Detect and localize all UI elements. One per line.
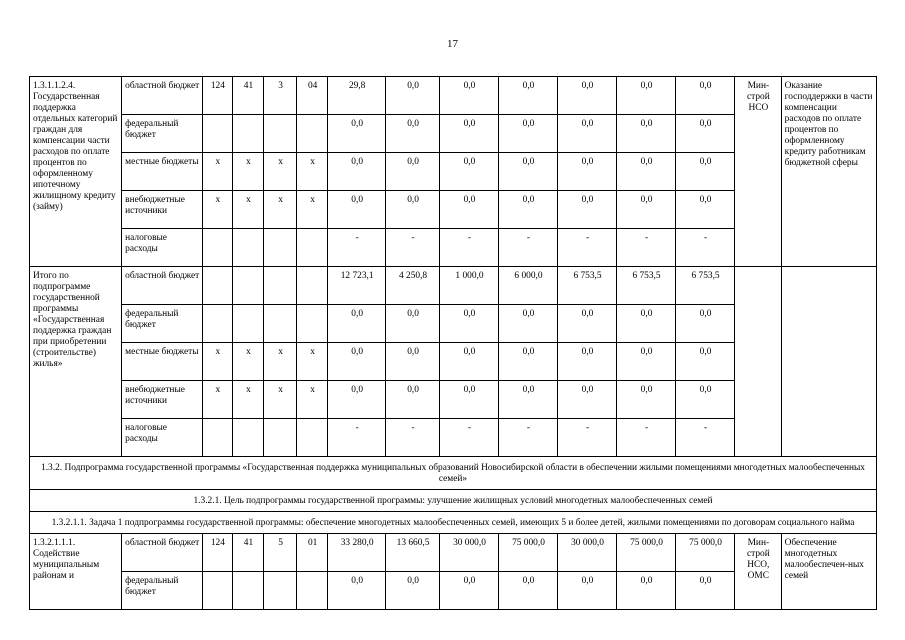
value-cell: - [439,419,498,457]
value-cell: 0,0 [617,381,676,419]
funding-source-cell: федеральный бюджет [122,115,203,153]
value-cell: 6 753,5 [617,267,676,305]
code-cell: х [232,343,263,381]
value-cell: 30 000,0 [439,534,498,572]
value-cell: 30 000,0 [558,534,617,572]
value-cell: - [558,419,617,457]
table-body [30,77,877,610]
funding-source-cell: областной бюджет [122,267,203,305]
value-cell: 0,0 [328,191,386,229]
value-cell: 0,0 [386,153,440,191]
value-cell: 0,0 [558,305,617,343]
value-cell: 0,0 [386,115,440,153]
code-cell [297,572,328,610]
code-cell [297,305,328,343]
value-cell: 0,0 [558,77,617,115]
code-cell: 01 [297,534,328,572]
code-cell [202,419,232,457]
value-cell: 0,0 [676,115,735,153]
value-cell: 0,0 [617,572,676,610]
value-cell: 0,0 [676,572,735,610]
value-cell: 0,0 [386,381,440,419]
table-row [30,267,877,305]
section-row [30,512,877,534]
value-cell: 0,0 [617,343,676,381]
result-cell: Обеспечение многодетных малообеспечен-ных семей [781,534,876,610]
value-cell: - [328,419,386,457]
code-cell [232,305,263,343]
code-cell: х [263,191,296,229]
code-cell: х [202,191,232,229]
section-row [30,457,877,490]
code-cell [263,229,296,267]
code-cell [263,305,296,343]
value-cell: 29,8 [328,77,386,115]
code-cell: х [202,153,232,191]
value-cell: 0,0 [498,381,557,419]
code-cell [263,267,296,305]
code-cell: х [232,153,263,191]
value-cell: - [328,229,386,267]
code-cell: х [263,381,296,419]
result-cell [781,267,876,457]
value-cell: 0,0 [617,77,676,115]
value-cell: 0,0 [328,343,386,381]
code-cell [232,419,263,457]
value-cell: 0,0 [328,572,386,610]
code-cell [232,267,263,305]
funding-source-cell: местные бюджеты [122,153,203,191]
code-cell: 41 [232,534,263,572]
value-cell: 0,0 [617,305,676,343]
value-cell: 0,0 [386,305,440,343]
value-cell: 0,0 [439,305,498,343]
code-cell [263,419,296,457]
code-cell [232,229,263,267]
funding-source-cell: федеральный бюджет [122,305,203,343]
value-cell: 0,0 [498,572,557,610]
value-cell: 0,0 [558,115,617,153]
funding-source-cell: местные бюджеты [122,343,203,381]
code-cell: х [263,343,296,381]
value-cell: 0,0 [617,153,676,191]
code-cell: 5 [263,534,296,572]
code-cell [263,115,296,153]
code-cell: 3 [263,77,296,115]
value-cell: 0,0 [558,191,617,229]
value-cell: 0,0 [328,305,386,343]
activity-name-cell: 1.3.1.1.2.4. Государственная поддержка отдельных категорий граждан для компенсации части расходов по оплате процентов по оформленному ипотечному жилищному кредиту (займу) [30,77,122,267]
value-cell: 1 000,0 [439,267,498,305]
value-cell: 75 000,0 [676,534,735,572]
value-cell: - [498,229,557,267]
value-cell: 33 280,0 [328,534,386,572]
code-cell: х [297,381,328,419]
value-cell: - [498,419,557,457]
value-cell: 6 753,5 [558,267,617,305]
section-heading-cell: 1.3.2.1. Цель подпрограммы государственной программы: улучшение жилищных условий многодетных малообеспеченных семей [30,490,877,512]
table-row [30,534,877,572]
code-cell: х [202,381,232,419]
value-cell: - [676,419,735,457]
value-cell: 0,0 [676,153,735,191]
value-cell: - [386,419,440,457]
value-cell: 0,0 [676,343,735,381]
code-cell [202,267,232,305]
code-cell: х [202,343,232,381]
value-cell: - [617,419,676,457]
value-cell: 0,0 [439,153,498,191]
executor-cell: Мин-строй НСО, ОМС [735,534,782,610]
code-cell [297,419,328,457]
value-cell: 0,0 [498,153,557,191]
executor-cell [735,267,782,457]
section-heading-cell: 1.3.2. Подпрограмма государственной программы «Государственная поддержка муниципальных образований Новосибирской области в обеспечении жилыми помещениями многодетных малообеспеченных семей» [30,457,877,490]
value-cell: - [617,229,676,267]
value-cell: 0,0 [676,77,735,115]
code-cell: 124 [202,534,232,572]
funding-source-cell: внебюджетные источники [122,191,203,229]
value-cell: 0,0 [617,191,676,229]
value-cell: 0,0 [498,343,557,381]
section-heading-cell: 1.3.2.1.1. Задача 1 подпрограммы государственной программы: обеспечение многодетных малообеспеченных семей, имеющих 5 и более детей, жилыми помещениями по договорам социального найма [30,512,877,534]
code-cell: х [232,381,263,419]
code-cell: 41 [232,77,263,115]
funding-source-cell: налоговые расходы [122,419,203,457]
funding-source-cell: областной бюджет [122,534,203,572]
value-cell: 75 000,0 [617,534,676,572]
funding-source-cell: внебюджетные источники [122,381,203,419]
code-cell [297,267,328,305]
funding-source-cell: налоговые расходы [122,229,203,267]
activity-name-cell: Итого по подпрограмме государственной программы «Государственная поддержка граждан при приобретении (строительстве) жилья» [30,267,122,457]
value-cell: 4 250,8 [386,267,440,305]
code-cell: х [297,191,328,229]
value-cell: - [558,229,617,267]
budget-table [29,76,877,610]
value-cell: 0,0 [498,77,557,115]
code-cell [263,572,296,610]
section-row [30,490,877,512]
code-cell [202,572,232,610]
value-cell: - [676,229,735,267]
result-cell: Оказание господдержки в части компенсации расходов по оплате процентов по оформленному кредиту работникам бюджетной сферы [781,77,876,267]
code-cell: х [232,191,263,229]
code-cell [202,305,232,343]
value-cell: 0,0 [328,115,386,153]
value-cell: 0,0 [328,381,386,419]
table-row [30,77,877,115]
code-cell [202,229,232,267]
page-number: 17 [447,38,458,50]
code-cell [202,115,232,153]
funding-source-cell: федеральный бюджет [122,572,203,610]
code-cell: х [297,153,328,191]
code-cell: х [263,153,296,191]
value-cell: 6 753,5 [676,267,735,305]
code-cell: х [297,343,328,381]
value-cell: 0,0 [386,77,440,115]
value-cell: 0,0 [558,381,617,419]
value-cell: 0,0 [558,572,617,610]
value-cell: 0,0 [498,115,557,153]
value-cell: 0,0 [439,77,498,115]
value-cell: 6 000,0 [498,267,557,305]
value-cell: 75 000,0 [498,534,557,572]
value-cell: 0,0 [676,305,735,343]
code-cell [297,115,328,153]
value-cell: 0,0 [439,191,498,229]
code-cell [232,115,263,153]
value-cell: 0,0 [558,153,617,191]
value-cell: 0,0 [439,115,498,153]
code-cell [232,572,263,610]
value-cell: 0,0 [676,381,735,419]
value-cell: 0,0 [498,191,557,229]
value-cell: 12 723,1 [328,267,386,305]
code-cell [297,229,328,267]
value-cell: 0,0 [439,381,498,419]
funding-source-cell: областной бюджет [122,77,203,115]
code-cell: 04 [297,77,328,115]
value-cell: 0,0 [386,343,440,381]
executor-cell: Мин-строй НСО [735,77,782,267]
value-cell: - [439,229,498,267]
value-cell: 0,0 [676,191,735,229]
value-cell: 0,0 [439,343,498,381]
value-cell: 0,0 [328,153,386,191]
value-cell: 0,0 [386,572,440,610]
value-cell: 13 660,5 [386,534,440,572]
value-cell: 0,0 [558,343,617,381]
activity-name-cell: 1.3.2.1.1.1. Содействие муниципальным районам и [30,534,122,610]
code-cell: 124 [202,77,232,115]
value-cell: - [386,229,440,267]
value-cell: 0,0 [439,572,498,610]
value-cell: 0,0 [498,305,557,343]
value-cell: 0,0 [386,191,440,229]
value-cell: 0,0 [617,115,676,153]
